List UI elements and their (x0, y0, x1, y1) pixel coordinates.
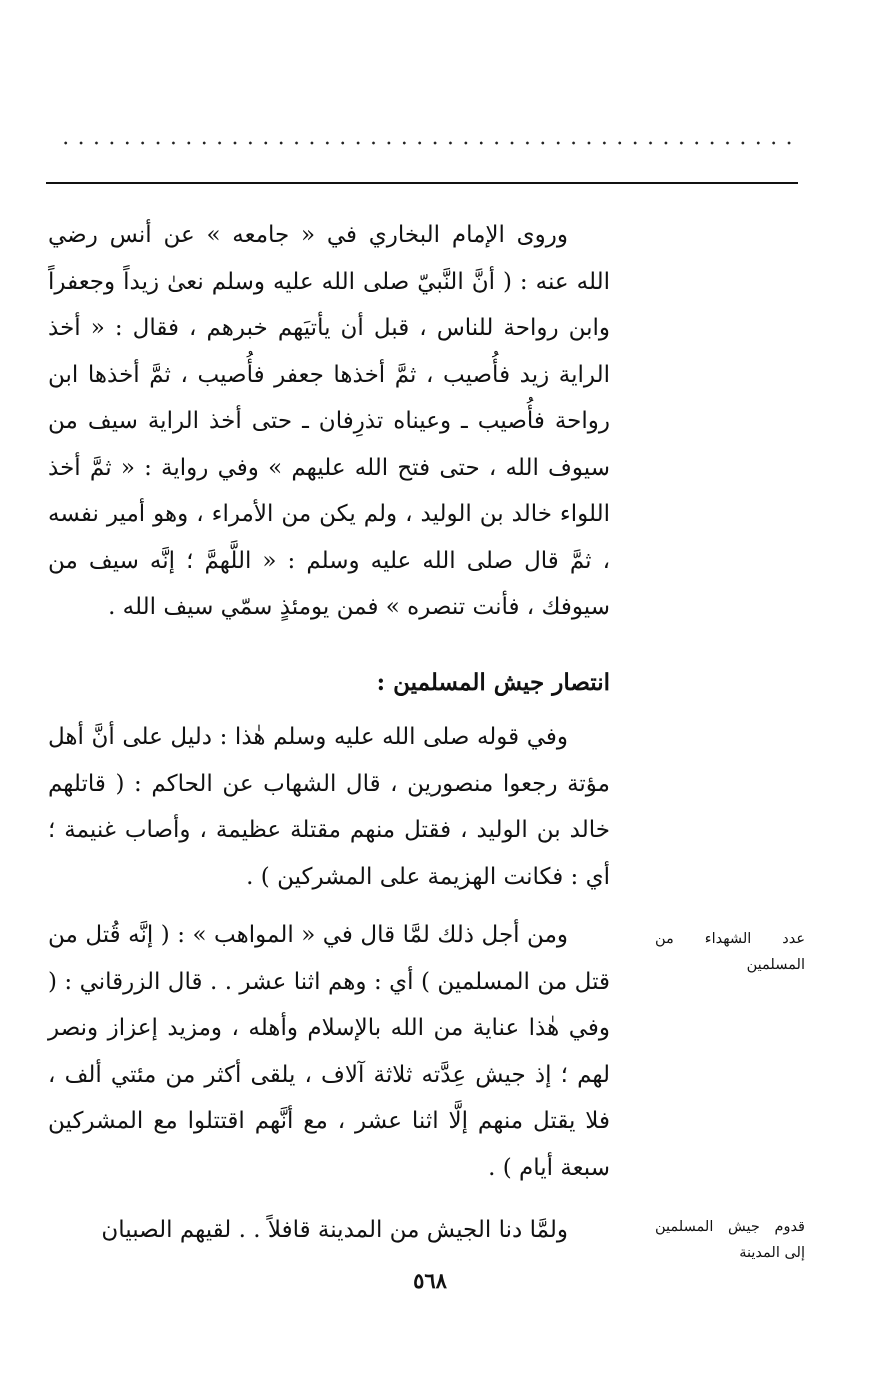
section-heading: انتصار جيش المسلمين : (376, 669, 610, 696)
margin-note-martyrs: عدد الشهداء من المسلمين (655, 931, 805, 973)
dotted-separator (58, 136, 798, 150)
paragraph-martyrs: ومن أجل ذلك لمَّا قال في « المواهب » : ( إنَّه قُتل من قتل من المسلمين ) أي : وهم اثنا عشر . . قال الزرقاني : ( وفي هٰذا عناية من الله بالإسلام وأهله ، ومزيد إعزاز ونصر لهم ؛ إذ جيش عِدَّته ثلاثة آلاف ، يلقى أكثر من مئتي ألف ، فلا يقتل منهم إلَّا اثنا عشر ، مع أنَّهم اقتتلوا مع المشركين سبعة أيام ) . (48, 922, 610, 1181)
header-rule (46, 182, 798, 184)
page-number: ٥٦٨ (413, 1268, 447, 1293)
paragraph-return: ولمَّا دنا الجيش من المدينة قافلاً . . لقيهم الصبيان (101, 1217, 568, 1243)
paragraph-victory: وفي قوله صلى الله عليه وسلم هٰذا : دليل على أنَّ أهل مؤتة رجعوا منصورين ، قال الشهاب عن الحاكم : ( قاتلهم خالد بن الوليد ، فقتل منهم مقتلة عظيمة ، وأصاب غنيمة ؛ أي : فكانت الهزيمة على المشركين ) . (48, 724, 610, 890)
paragraph-bukhari-narration: وروى الإمام البخاري في « جامعه » عن أنس رضي الله عنه : ( أنَّ النَّبيّ صلى الله عليه وسلم نعىٰ زيداً وجعفراً وابن رواحة للناس ، قبل أن يأتيَهم خبرهم ، فقال : « أخذ الراية زيد فأُصيب ، ثمَّ أخذها جعفر فأُصيب ، ثمَّ أخذها ابن رواحة فأُصيب ـ وعيناه تذرِفان ـ حتى أخذ الراية سيف من سيوف الله ، حتى فتح الله عليهم » وفي رواية : « ثمَّ أخذ اللواء خالد بن الوليد ، ولم يكن من الأمراء ، وهو أمير نفسه ، ثمَّ قال صلى الله عليه وسلم : « اللَّهمَّ ؛ إنَّه سيف من سيوفك ، فأنت تنصره » فمن يومئذٍ سمّي سيف الله . (48, 222, 610, 620)
margin-note-arrival: قدوم جيش المسلمين إلى المدينة (655, 1219, 805, 1261)
